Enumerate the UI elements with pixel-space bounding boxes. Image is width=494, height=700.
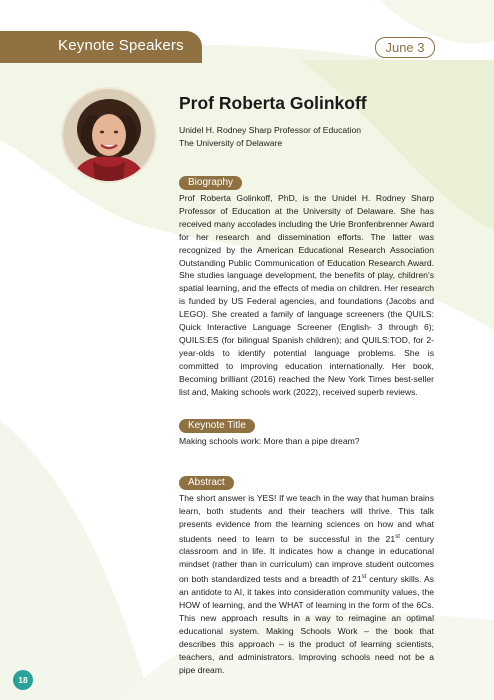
keynote-title-text: Making schools work: More than a pipe dream? bbox=[179, 436, 360, 446]
keynote-title-label: Keynote Title bbox=[179, 419, 255, 433]
speaker-portrait bbox=[63, 89, 155, 181]
abstract-label: Abstract bbox=[179, 476, 234, 490]
speaker-position: Unidel H. Rodney Sharp Professor of Education bbox=[179, 125, 362, 135]
abstract-text: The short answer is YES! If we teach in the way that human brains learn, both students and their teachers will thrive. This talk presents evidence from the learning sciences on how and what students need to learn to be successful in the 21st century classroom and in life. It indicates how a change in educational mindset (rather than in curriculum) can improve student outcomes on both standardized tests and a breadth of 21st century skills. As an antidote to AI, it takes into consideration community values, the HOW of learning, and the WHAT of learning in the form of the 6Cs. This new approach results in a way to reimagine an optimal educational system. Making Schools Work – the book that describes this approach – is the product of learning scientists, teachers, and administrators. Improving schools need not be a pipe dream. bbox=[179, 493, 435, 675]
date-badge: June 3 bbox=[375, 37, 435, 58]
speaker-institution: The University of Delaware bbox=[179, 138, 283, 148]
page-number-badge: 18 bbox=[13, 670, 33, 690]
section-header-tab bbox=[0, 31, 202, 63]
speaker-affiliation bbox=[179, 124, 361, 150]
biography-text: Prof Roberta Golinkoff, PhD, is the Unidel H. Rodney Sharp Professor of Education at the University of Delaware. She has received many accolades including the Urie Bronfenbrenner Award for her research and dissemination efforts. The latter was recognized by the American Educational Research Association Outstanding Public Communication of Education Research Award. She studies language development, the benefits of play, children’s spatial learning, and the effects of media on children. Her research is funded by US Federal agencies, and foundations (Jacobs and LEGO). She created a family of language screeners (the QUILS: Quick Interactive Language Screener (English- 3 through 6); QUILS:ES (for bilingual Spanish children); and QUILS:TOD, for 2-year-olds to identify potential language problems. She is committed to improving education internationally. Her book, Becoming brilliant (2016) reached the New York Times best-seller list and, Making schools work (2022), received superb reviews. bbox=[179, 193, 434, 397]
speaker-name: Prof Roberta Golinkoff bbox=[179, 93, 367, 113]
biography-label: Biography bbox=[179, 176, 242, 190]
section-title: Keynote Speakers bbox=[58, 37, 184, 54]
